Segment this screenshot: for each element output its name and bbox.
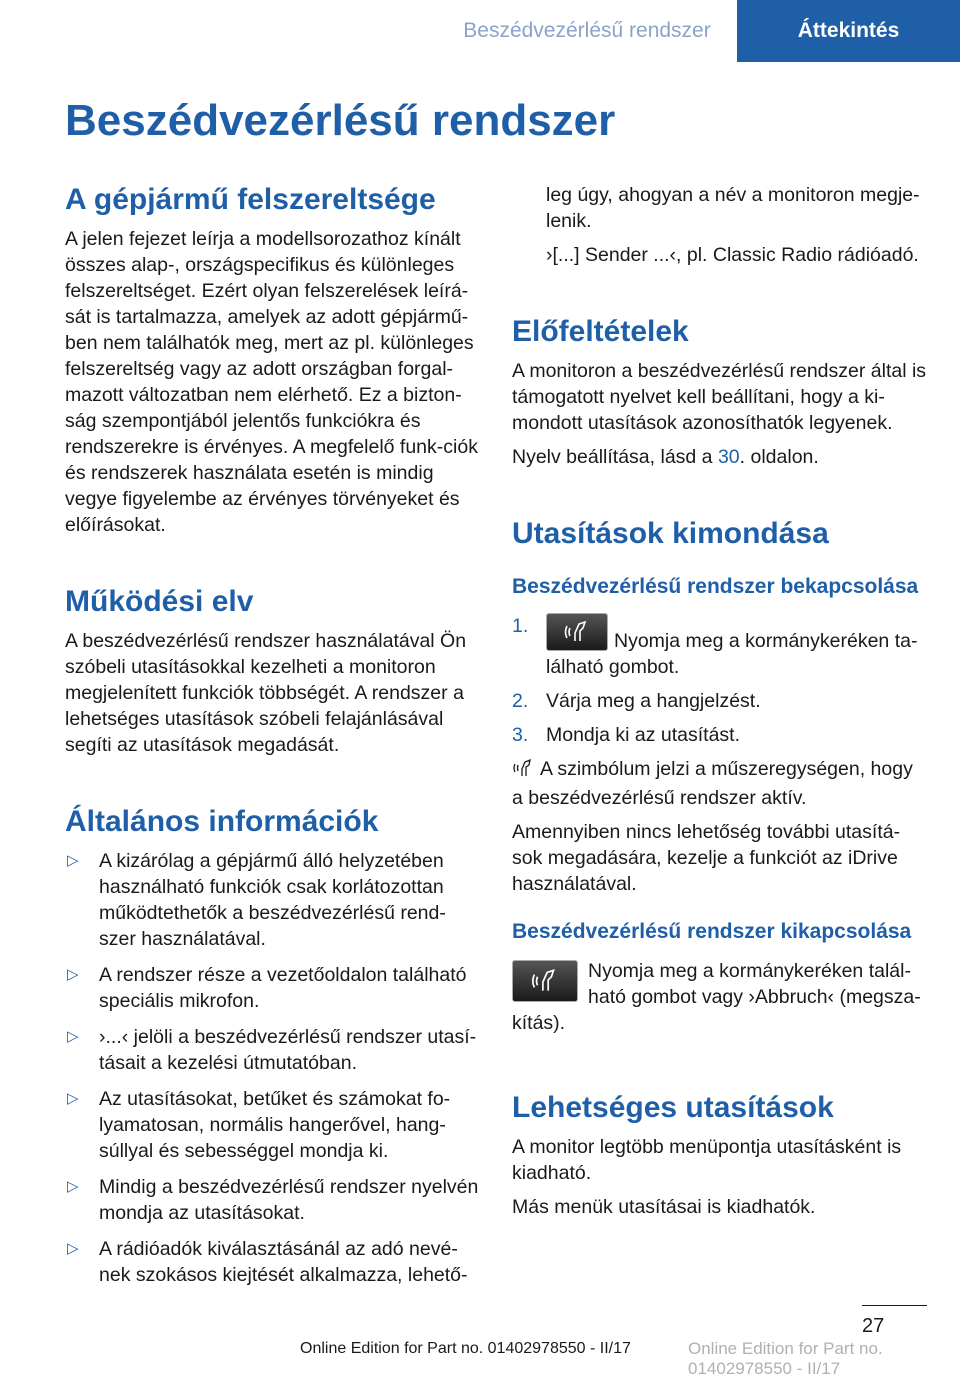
possible-commands-paragraph-2: Más menük utasításai is kiadhatók. bbox=[512, 1196, 816, 1218]
prerequisites-paragraph: A monitoron a beszédvezérlésű rendszer által is támogatott nyelvet kell beállítani, hogy a ki-mondott utasítások azonosíthatók legyenek. bbox=[512, 360, 927, 434]
header-section-title: Beszédvezérlésű rendszer bbox=[463, 19, 711, 42]
principle-paragraph: A beszédvezérlésű rendszer használatával Ön szóbeli utasításokkal kezelheti a monitoron megjelenített funkciók többségét. A rendszer a lehetséges utasítások szóbeli felajánlásával segíti az utasítások megadását. bbox=[65, 630, 467, 756]
list-item: ▷ Az utasításokat, betűket és számokat fo-lyamatosan, normális hangerővel, hang-súllyal és sebességgel mondja ki. bbox=[67, 1088, 451, 1162]
list-item: ▷ A rendszer része a vezetőoldalon található speciális mikrofon. bbox=[67, 964, 467, 1012]
step-item: 2. Várja meg a hangjelzést. bbox=[512, 690, 761, 712]
triangle-bullet-icon: ▷ bbox=[67, 1240, 79, 1257]
equipment-paragraph: A jelen fejezet leírja a modellsorozathoz kínált összes alap-, országspecifikus és különleges felszereltséget. Ezért olyan felszerelések leírá-sát is tartalmazza, amelyek az adott gépjármű-ben nem találhatók meg, mert az pl. különleges felszereltség vagy az adott országban forgal-mazott változatban nem elérhető. Ez a bizton-ság szempontjából jelentős funkciókra és rendszerekre is érvényes. A megfelelő funk-ciók és rendszerek használata esetén is mindig vegye figyelembe az érvényes törvényeket és előírásokat. bbox=[65, 228, 478, 536]
triangle-bullet-icon: ▷ bbox=[67, 1090, 79, 1107]
header-tab: Áttekintés bbox=[737, 0, 960, 62]
step-number: 3. bbox=[512, 724, 529, 746]
list-item: ›[...] Sender ...‹, pl. Classic Radio rádióadó. bbox=[546, 244, 919, 266]
page-reference-link[interactable]: 30 bbox=[717, 446, 740, 468]
step-number: 1. bbox=[512, 615, 529, 637]
triangle-bullet-icon: ▷ bbox=[67, 966, 79, 983]
list-item: leg úgy, ahogyan a név a monitoron megje-lenik. bbox=[546, 184, 920, 232]
footer-edition: Online Edition for Part no. 01402978550 - II/17 bbox=[300, 1340, 631, 1357]
possible-commands-paragraph-1: A monitor legtöbb menüpontja utasításként is kiadható. bbox=[512, 1136, 902, 1184]
section-heading-equipment: A gépjármű felszereltsége bbox=[65, 183, 436, 216]
triangle-bullet-icon: ▷ bbox=[67, 1028, 79, 1045]
section-heading-general-info: Általános információk bbox=[65, 805, 379, 838]
page-number-rule bbox=[862, 1305, 927, 1306]
list-item: ▷ Mindig a beszédvezérlésű rendszer nyelvén mondja az utasításokat. bbox=[67, 1176, 479, 1224]
page-number: 27 bbox=[862, 1315, 885, 1337]
general-info-list bbox=[65, 848, 480, 1288]
triangle-bullet-icon: ▷ bbox=[67, 1178, 79, 1195]
step-item: 3. Mondja ki az utasítást. bbox=[512, 724, 741, 746]
list-item: ▷ A kizárólag a gépjármű álló helyzetében használható funkciók csak korlátozottan működtethetők a beszédvezérlésű rend-szer használatával. bbox=[67, 850, 446, 950]
subheading-activate: Beszédvezérlésű rendszer bekapcsolása bbox=[512, 575, 919, 598]
activation-steps bbox=[512, 613, 927, 748]
triangle-bullet-icon: ▷ bbox=[67, 852, 79, 869]
voice-symbol-icon bbox=[512, 758, 536, 785]
right-column bbox=[512, 182, 927, 1228]
list-item: ▷ ›...‹ jelöli a beszédvezérlésű rendszer utasí-tásait a kezelési útmutatóban. bbox=[67, 1026, 477, 1074]
symbol-paragraph: A szimbólum jelzi a műszeregységen, hogy a beszédvezérlésű rendszer aktív. bbox=[512, 758, 913, 809]
idrive-paragraph: Amennyiben nincs lehetőség további utasítá-sok megadására, kezelje a funkciót az iDrive használatával. bbox=[512, 821, 901, 895]
deactivate-paragraph: Nyomja meg a kormánykeréken talál-ható gombot vagy ›Abbruch‹ (megsza-kítás). bbox=[512, 960, 921, 1034]
subheading-deactivate: Beszédvezérlésű rendszer kikapcsolása bbox=[512, 920, 912, 943]
section-heading-commands: Utasítások kimondása bbox=[512, 517, 829, 550]
language-setting-paragraph: Nyelv beállítása, lásd a 30. oldalon. bbox=[512, 446, 819, 468]
voice-button-icon bbox=[546, 613, 608, 651]
voice-button-icon bbox=[512, 960, 578, 1002]
section-heading-principle: Működési elv bbox=[65, 585, 254, 618]
watermark: Online Edition for Part no. 01402978550 - II/17 bbox=[688, 1339, 883, 1378]
section-heading-prerequisites: Előfeltételek bbox=[512, 315, 689, 348]
page-title: Beszédvezérlésű rendszer bbox=[65, 96, 616, 145]
continued-list bbox=[512, 182, 927, 268]
step-item: 1. Nyomja meg a kormánykeréken ta-lálható gombot. bbox=[512, 615, 918, 678]
left-column bbox=[65, 182, 480, 1288]
section-heading-possible-commands: Lehetséges utasítások bbox=[512, 1091, 834, 1124]
step-number: 2. bbox=[512, 690, 529, 712]
list-item: ▷ A rádióadók kiválasztásánál az adó nevé-nek szokásos kiejtését alkalmazza, lehető- bbox=[67, 1238, 468, 1286]
